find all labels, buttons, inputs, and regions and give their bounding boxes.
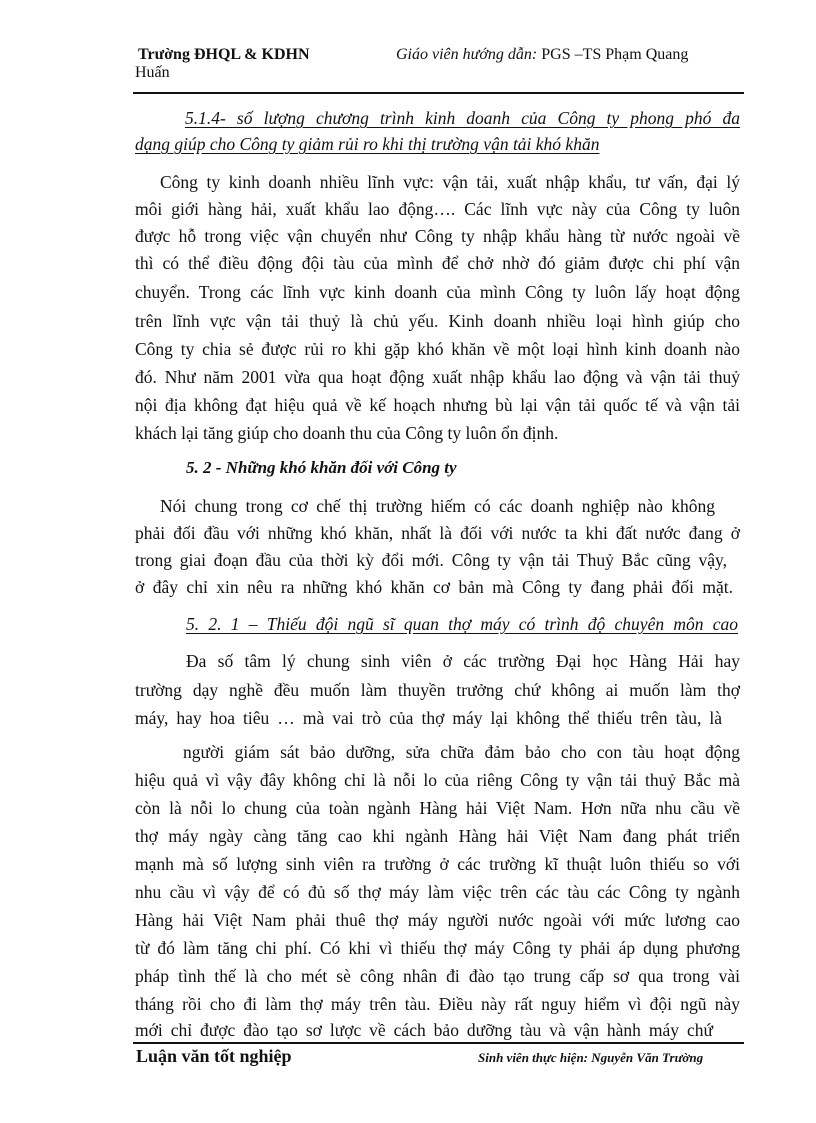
section-5-2-1-title: 5. 2. 1 – Thiếu đội ngũ sĩ quan thợ máy có trình độ chuyên môn cao [186,614,738,634]
section-5-1-4-title-line-2: dạng giúp cho Công ty giảm rủi ro khi thị trường vận tải khó khăn [135,134,600,154]
paragraph-line: tháng rồi cho đi làm thợ máy trên tàu. Điều này rất nguy hiểm vì đội ngũ này [135,994,740,1014]
paragraph-line: Hàng hải Việt Nam phải thuê thợ máy người nước ngoài với mức lương cao [135,910,740,930]
paragraph-line: nhu cầu vì vậy để có đủ số thợ máy làm việc trên các tàu các Công ty ngành [135,882,740,902]
paragraph-line: thì có thể điều động đội tàu của mình để chở nhờ đó giảm được chi phí vận [135,253,740,273]
paragraph-line: pháp tình thế là cho mét sè công nhân đi đào tạo trung cấp sơ qua trong vài [135,966,740,986]
paragraph-line: khách lại tăng giúp cho doanh thu của Công ty luôn ổn định. [135,423,559,443]
paragraph-line: Công ty kinh doanh nhiều lĩnh vực: vận tải, xuất nhập khẩu, tư vấn, đại lý [160,172,740,192]
student-name: Nguyễn Văn Trường [588,1050,704,1065]
paragraph-line: chuyển. Trong các lĩnh vực kinh doanh của mình Công ty luôn lấy hoạt động [135,282,740,302]
section-5-1-4-title-line-1: 5.1.4- số lượng chương trình kinh doanh của Công ty phong phó đa [185,108,740,128]
paragraph-line: từ đó làm tăng chi phí. Có khi vì thiếu thợ máy Công ty phải áp dụng phương [135,938,740,958]
paragraph-line: ở đây chỉ xin nêu ra những khó khăn cơ bản mà Công ty đang phải đối mặt. [135,577,733,597]
student-line [478,1050,703,1066]
paragraph-line: hiệu quả vì vậy đây không chỉ là nỗi lo của riêng Công ty vận tải thuỷ Bắc mà [135,770,740,790]
advisor-label: Giáo viên hướng dẫn: [396,46,538,63]
footer-divider [133,1042,744,1044]
paragraph-line: Nói chung trong cơ chế thị trường hiếm có các doanh nghiệp nào không [160,496,715,516]
paragraph-line: mới chỉ được đào tạo sơ lược về cách bảo dưỡng tàu và vận hành máy chứ [135,1020,713,1040]
paragraph-line: thợ máy ngày càng tăng cao khi ngành Hàng hải Việt Nam đang phát triển [135,826,740,846]
paragraph-line: người giám sát bảo dưỡng, sửa chữa đảm bảo cho con tàu hoạt động [183,742,740,762]
paragraph-line: phải đối đầu với những khó khăn, nhất là đối với nước ta khi đất nước đang ở [135,523,740,543]
paragraph-line: Đa số tâm lý chung sinh viên ở các trường Đại học Hàng Hải hay [186,651,740,671]
advisor-line [396,46,688,64]
paragraph-line: còn là nỗi lo chung của toàn ngành Hàng hải Việt Nam. Hơn nữa nhu cầu về [135,798,740,818]
paragraph-line: đó. Như năm 2001 vừa qua hoạt động xuất nhập khẩu lao động và vận tải thuỷ [135,367,740,387]
paragraph-line: Công ty chia sẻ được rủi ro khi gặp khó khăn về một loại hình kinh doanh nào [135,339,740,359]
paragraph-line: trường dạy nghề đều muốn làm thuyền trưởng chứ không ai muốn làm thợ [135,680,740,700]
paragraph-line: môi giới hàng hải, xuất khẩu lao động…. Các lĩnh vực này của Công ty luôn [135,199,740,219]
paragraph-line: nội địa không đạt hiệu quả về kế hoạch nhưng bù lại vận tải quốc tế và vận tải [135,395,740,415]
advisor-name-continued: Huấn [135,64,170,81]
section-5-2-title: 5. 2 - Những khó khăn đối với Công ty [186,458,457,477]
paragraph-line: trên lĩnh vực vận tải thuỷ là chủ yếu. Kinh doanh nhiều loại hình giúp cho [135,311,740,331]
advisor-name: PGS –TS Phạm Quang [537,46,689,63]
thesis-label: Luận văn tốt nghiệp [136,1046,292,1066]
paragraph-line: được hỗ trong việc vận chuyển như Công ty nhập khẩu hàng từ nước ngoài về [135,226,740,246]
student-label: Sinh viên thực hiện: [478,1050,589,1065]
school-name: Trường ĐHQL & KDHN [138,46,310,63]
paragraph-line: mạnh mà số lượng sinh viên ra trường ở các trường kĩ thuật luôn thiếu so với [135,854,740,874]
paragraph-line: máy, hay hoa tiêu … mà vai trò của thợ máy lại không thể thiếu trên tàu, là [135,708,722,728]
header-divider [133,92,744,94]
paragraph-line: trong giai đoạn đầu của thời kỳ đổi mới. Công ty vận tải Thuỷ Bắc cũng vậy, [135,550,727,570]
